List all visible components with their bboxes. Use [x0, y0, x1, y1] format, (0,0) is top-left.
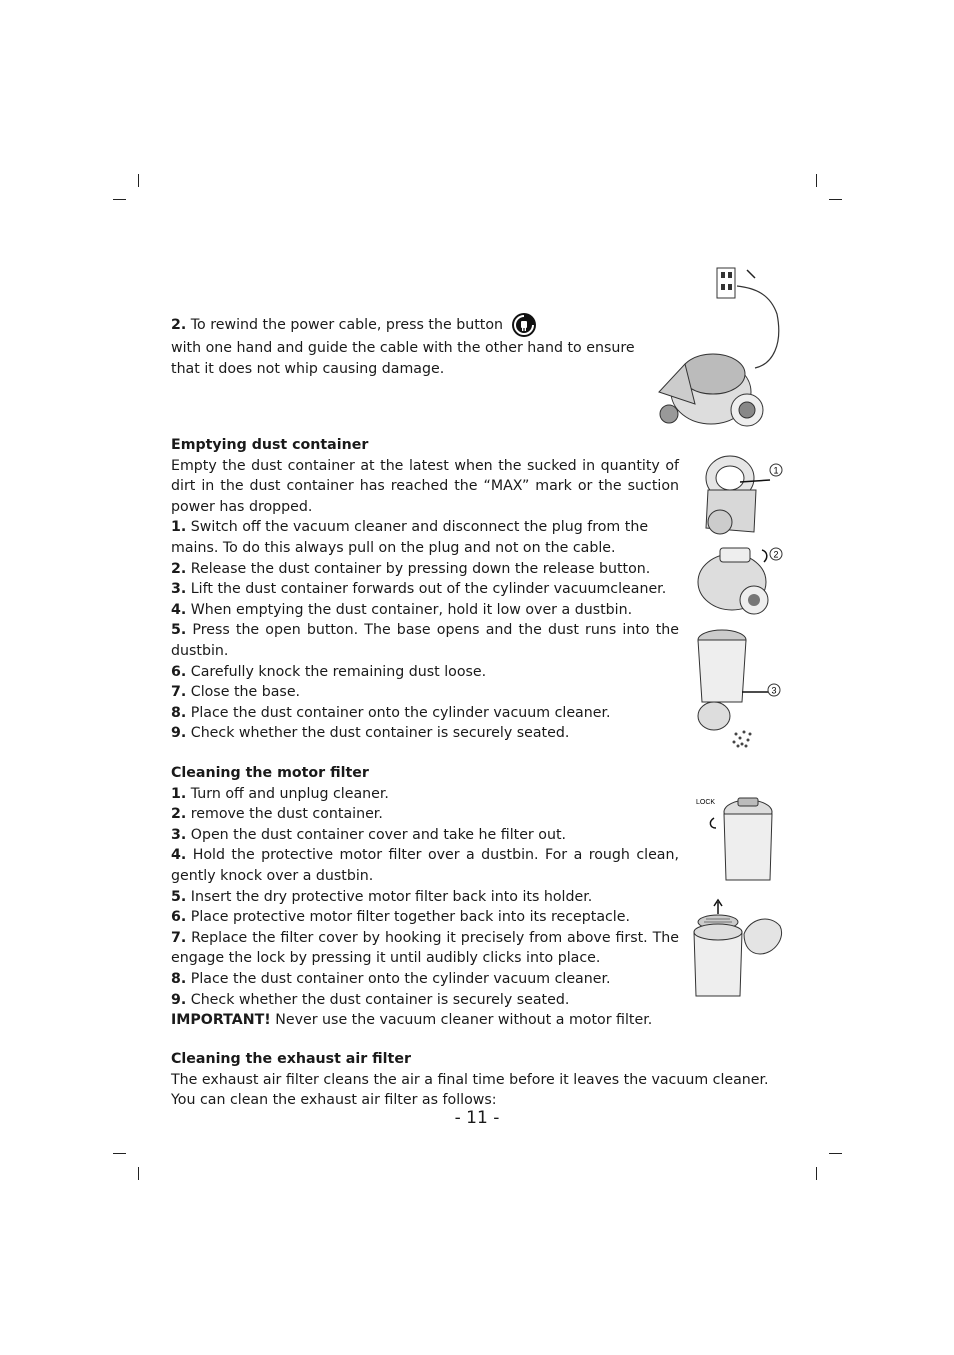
step-text: Insert the dry protective motor filter back into its holder.	[190, 888, 593, 905]
step-item	[171, 990, 679, 1011]
step-text: Turn off and unplug cleaner.	[190, 785, 389, 802]
step-item	[171, 703, 679, 724]
step-text: with one hand and guide the cable with the other hand to ensure that it does not whip causing damage.	[171, 340, 635, 377]
step-number: 9.	[171, 725, 187, 742]
step-item	[171, 825, 679, 846]
step-text: Carefully knock the remaining dust loose.	[190, 663, 487, 680]
step-number: 4.	[171, 847, 187, 864]
callout-number: 1	[773, 465, 779, 476]
step-text: Open the dust container cover and take he filter out.	[190, 826, 567, 843]
step-item	[171, 620, 679, 661]
important-text: Never use the vacuum cleaner without a motor filter.	[275, 1012, 653, 1029]
step-item	[171, 517, 679, 558]
step-item	[171, 887, 679, 908]
step-text: Switch off the vacuum cleaner and disconnect the plug from the mains. To do this always pull on the plug and not on the cable.	[171, 519, 649, 556]
step-item	[171, 662, 679, 683]
exhaust-filter-section	[171, 1049, 787, 1111]
step-text: remove the dust container.	[190, 806, 383, 823]
step-text: Place the dust container onto the cylinder vacuum cleaner.	[190, 704, 611, 721]
step-number: 1.	[171, 519, 187, 536]
step-number: 3.	[171, 581, 187, 598]
section-intro: Empty the dust container at the latest when the sucked in quantity of dirt in the dust container has reached the “MAX” mark or the suction power has dropped.	[171, 457, 679, 515]
step-item	[171, 682, 679, 703]
step-number: 6.	[171, 663, 187, 680]
rewind-line-1	[171, 312, 651, 338]
step-number: 1.	[171, 785, 187, 802]
crop-mark	[113, 1153, 126, 1154]
step-text: Lift the dust container forwards out of the cylinder vacuumcleaner.	[190, 581, 667, 598]
crop-mark	[829, 1153, 842, 1154]
step-text: To rewind the power cable, press the button	[190, 317, 504, 333]
step-item	[171, 579, 679, 600]
section-heading: Emptying dust container	[171, 437, 369, 453]
step-text: Check whether the dust container is securely seated.	[190, 991, 570, 1008]
lock-label: LOCK	[696, 799, 716, 806]
step-text: Release the dust container by pressing down the release button.	[190, 560, 651, 577]
step-number: 9.	[171, 991, 187, 1008]
step-text: Hold the protective motor filter over a dustbin. For a rough clean, gently knock over a dustbin.	[171, 847, 679, 884]
step-text: Check whether the dust container is securely seated.	[190, 725, 570, 742]
section-text: The exhaust air filter cleans the air a final time before it leaves the vacuum cleaner. You can clean the exhaust air filter as follows:	[171, 1071, 769, 1109]
step-number: 8.	[171, 970, 187, 987]
step-item	[171, 845, 679, 886]
section-heading: Cleaning the exhaust air filter	[171, 1051, 411, 1067]
remove-filter-figure	[690, 898, 786, 1004]
step-number: 3.	[171, 826, 187, 843]
callout-number: 3	[771, 685, 777, 696]
section-heading: Cleaning the motor filter	[171, 765, 369, 781]
step-number: 5.	[171, 888, 187, 905]
step-number: 2.	[171, 317, 187, 333]
crop-mark	[816, 1167, 817, 1180]
step-item	[171, 600, 679, 621]
callout-number: 2	[773, 549, 779, 560]
step-item	[171, 784, 679, 805]
step-item	[171, 723, 679, 744]
step-number: 7.	[171, 684, 187, 701]
important-label: IMPORTANT!	[171, 1012, 271, 1029]
step-text: When emptying the dust container, hold it low over a dustbin.	[190, 601, 633, 618]
step-number: 7.	[171, 929, 187, 946]
vacuum-cable-figure	[655, 264, 785, 434]
step-text: Close the base.	[190, 684, 301, 701]
step-item	[171, 559, 679, 580]
step-number: 5.	[171, 622, 187, 639]
lock-container-figure	[692, 790, 786, 890]
crop-mark	[113, 199, 126, 200]
important-note	[171, 1010, 679, 1031]
step-text: Replace the filter cover by hooking it precisely from above first. The engage the lock by pressing it until audibly clicks into place.	[171, 929, 679, 967]
step-number: 2.	[171, 806, 187, 823]
release-dust-container-figure	[690, 448, 786, 540]
lift-dust-container-figure	[690, 542, 786, 620]
crop-mark	[816, 174, 817, 187]
page-number: - 11 -	[454, 1108, 500, 1128]
step-text: Press the open button. The base opens and the dust runs into the dustbin.	[171, 622, 679, 659]
crop-mark	[829, 199, 842, 200]
step-number: 6.	[171, 909, 187, 926]
step-item	[171, 907, 679, 928]
crop-mark	[138, 174, 139, 187]
step-item	[171, 928, 679, 969]
step-number: 2.	[171, 560, 187, 577]
step-item	[171, 804, 679, 825]
step-text: Place the dust container onto the cylinder vacuum cleaner.	[190, 970, 611, 987]
crop-mark	[138, 1167, 139, 1180]
rewind-section	[171, 312, 651, 379]
step-item	[171, 969, 679, 990]
step-number: 4.	[171, 601, 187, 618]
step-text: Place protective motor filter together back into its receptacle.	[190, 909, 630, 926]
emptying-dust-section	[171, 435, 679, 744]
cable-rewind-button-icon	[510, 312, 538, 338]
step-number: 8.	[171, 704, 187, 721]
open-base-figure	[688, 626, 786, 754]
motor-filter-section	[171, 763, 679, 1031]
